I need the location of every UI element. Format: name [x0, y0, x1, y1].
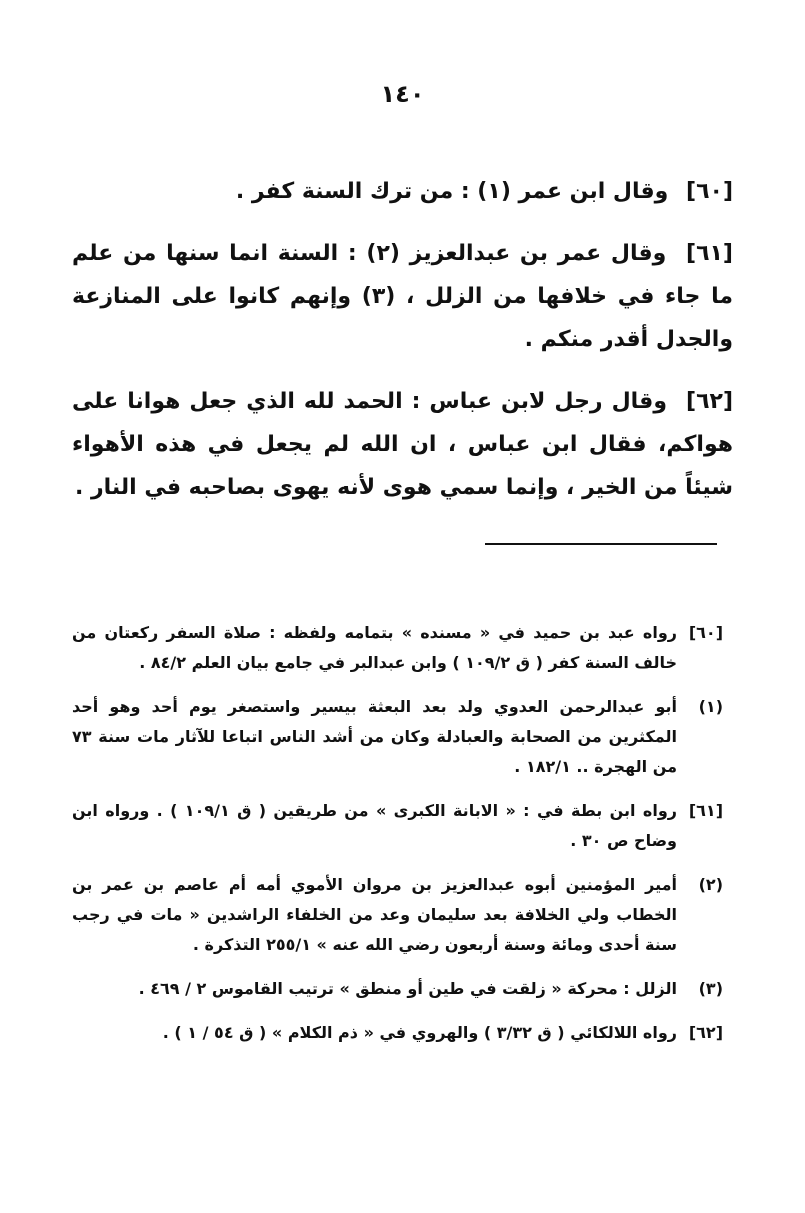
paragraph-60: [72, 170, 733, 213]
footnote-3: [72, 974, 723, 1004]
footnote-60: [72, 618, 723, 678]
footnote-text: الزلل : محركة « زلقت في طين أو منطق » ترتيب القاموس ٢ / ٤٦٩ .: [138, 979, 677, 998]
footnote-text: رواه ابن بطة في : « الابانة الكبرى » من طريقين ( ق ١٠٩/١ ) . ورواه ابن وضاح ص ٣٠ .: [72, 801, 678, 850]
footnote-text: أمير المؤمنين أبوه عبدالعزيز بن مروان الأموي أمه أم عاصم بن عمر بن الخطاب ولي الخلافة بعد سليمان وعد من الخلفاء الراشدين « مات في رجب سنة أحدى ومائة وسنة أربعون رضي الله عنه » ٢٥٥/١ التذكرة .: [72, 875, 677, 954]
paragraph-text: وقال رجل لابن عباس : الحمد لله الذي جعل هوانا على هواكم، فقال ابن عباس ، ان الله لم يجعل في هذه الأهواء شيئاً من الخير ، وإنما سمي هوى لأنه يهوى بصاحبه في النار .: [72, 389, 733, 500]
paragraph-number: [٦٠]: [686, 179, 733, 204]
footnote-mark: [٦٠]: [688, 623, 723, 642]
footnote-text: رواه عبد بن حميد في « مسنده » بتمامه ولفظه : صلاة السفر ركعتان من خالف السنة كفر ( ق ١٠٩/٢ ) وابن عبدالبر في جامع بيان العلم ٨٤/٢ .: [72, 623, 677, 672]
footnote-62: [72, 1018, 723, 1048]
footnote-2: [72, 870, 723, 960]
page-number: ١٤٠: [380, 80, 425, 108]
paragraph-number: [٦٢]: [686, 389, 733, 414]
footnote-text: أبو عبدالرحمن العدوي ولد بعد البعثة بيسير واستصغر يوم أحد وهو أحد المكثرين من الصحابة والعبادلة وكان من أشد الناس اتباعا للآثار مات سنة ٧٣ من الهجرة .. ١٨٢/١ .: [72, 697, 677, 776]
footnote-divider: [485, 543, 717, 545]
footnote-mark: (٣): [698, 979, 723, 998]
footnote-mark: [٦٢]: [688, 1023, 723, 1042]
footnote-61: [72, 796, 723, 856]
paragraph-number: [٦١]: [686, 241, 733, 266]
footnotes: [72, 618, 723, 1062]
paragraph-62: [72, 380, 733, 509]
paragraph-text: وقال ابن عمر (١) : من ترك السنة كفر .: [235, 179, 669, 204]
footnote-1: [72, 692, 723, 782]
footnote-mark: (١): [698, 697, 723, 716]
footnote-mark: [٦١]: [688, 801, 723, 820]
main-text: [72, 170, 733, 528]
paragraph-text: وقال عمر بن عبدالعزيز (٢) : السنة انما سنها من علم ما جاء في خلافها من الزلل ، (٣) وإنهم كانوا على المنازعة والجدل أقدر منكم .: [72, 241, 733, 352]
footnote-mark: (٢): [698, 875, 723, 894]
footnote-text: رواه اللالكائي ( ق ٣/٣٢ ) والهروي في « ذم الكلام » ( ق ٥٤ / ١ ) .: [162, 1023, 677, 1042]
paragraph-61: [72, 232, 733, 361]
